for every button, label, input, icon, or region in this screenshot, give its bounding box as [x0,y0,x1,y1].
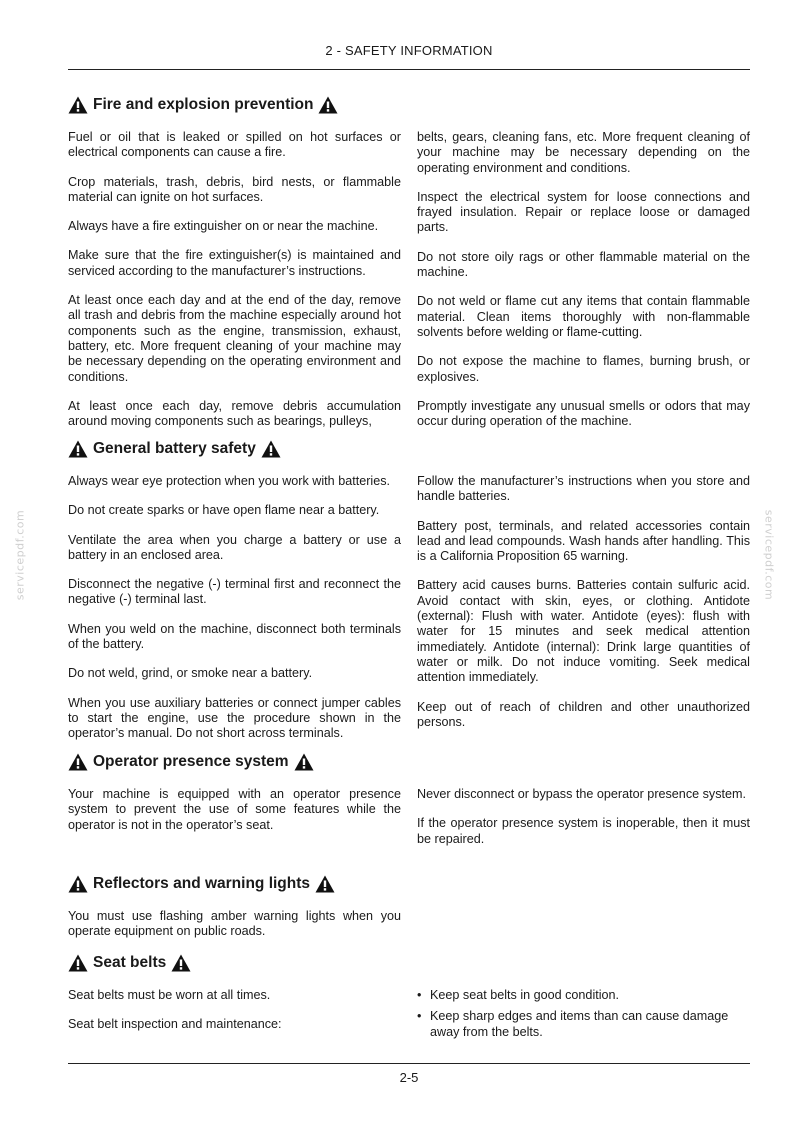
paragraph: If the operator presence system is inoperable, then it must be repaired. [417,816,750,846]
paragraph: Do not expose the machine to flames, burning brush, or explosives. [417,354,750,384]
right-column [417,787,750,861]
list-item [417,988,750,1003]
left-column [68,474,401,756]
warning-triangle-icon [68,954,88,972]
warning-triangle-icon [261,440,281,458]
paragraph: At least once each day, remove debris accumulation around moving components such as bearings, pulleys, [68,398,401,429]
paragraph: Seat belt inspection and maintenance: [68,1017,282,1032]
paragraph: Keep out of reach of children and other unauthorized persons. [417,699,750,729]
warning-triangle-icon [68,440,88,458]
left-column [68,787,401,847]
right-column [417,474,750,744]
left-column [68,988,401,1047]
paragraph: Battery post, terminals, and related accessories contain lead and lead compounds. Wash hands after handling. This is a California Proposition 65 warning. [417,518,750,564]
paragraph: belts, gears, cleaning fans, etc. More frequent cleaning of your machine may be necessary depending on the operating environment and conditions. [417,130,750,175]
header-title: 2 - SAFETY INFORMATION [325,43,493,58]
list-item-text: Keep sharp edges and items than can cause damage away from the belts. [430,1009,729,1039]
paragraph: You must use flashing amber warning lights when you operate equipment on public roads. [68,909,401,939]
paragraph: Do not store oily rags or other flammable material on the machine. [417,249,750,280]
page-header [68,43,750,70]
warning-triangle-icon [171,954,191,972]
paragraph: When you weld on the machine, disconnect both terminals of the battery. [68,621,401,652]
warning-triangle-icon [68,875,88,893]
section-reflectors [68,872,750,939]
paragraph: Do not weld or flame cut any items that contain flammable material. Clean items thoroughly with non-flammable solvents before welding or flame-cutting. [417,294,750,339]
section-title [68,750,750,774]
paragraph: Do not weld, grind, or smoke near a battery. [68,666,313,681]
right-column [417,988,750,1046]
paragraph: Seat belts must be worn at all times. [68,988,271,1002]
watermark-left: servicepdf.com [13,509,27,601]
section-title-text: Fire and explosion prevention [93,96,314,113]
paragraph: Crop materials, trash, debris, bird nests, or flammable material can ignite on hot surfaces. [68,174,401,204]
paragraph: Promptly investigate any unusual smells or odors that may occur during operation of the machine. [417,398,750,429]
section-title-text: Operator presence system [93,753,289,770]
paragraph: Follow the manufacturer’s instructions when you store and handle batteries. [417,474,750,504]
bullet-list [417,988,750,1040]
warning-triangle-icon [294,753,314,771]
section-title-text: General battery safety [93,440,256,457]
section-fire-explosion [68,93,750,429]
left-column [68,909,401,954]
paragraph: Never disconnect or bypass the operator presence system. [417,787,746,801]
warning-triangle-icon [68,96,88,114]
list-item-text: Keep seat belts in good condition. [430,988,620,1002]
paragraph: When you use auxiliary batteries or connect jumper cables to start the engine, use the procedure shown in the operator’s manual. Do not short across terminals. [68,695,401,741]
warning-triangle-icon [315,875,335,893]
paragraph: Do not create sparks or have open flame near a battery. [68,503,380,518]
list-item [417,1009,750,1040]
section-battery-safety [68,437,750,741]
section-title-text: Seat belts [93,954,167,971]
section-title-text: Reflectors and warning lights [93,875,311,892]
section-operator-presence [68,750,750,846]
watermark-right: servicepdf.com [762,509,776,601]
bullet-icon: • [417,1009,422,1024]
section-title [68,872,750,896]
warning-triangle-icon [318,96,338,114]
paragraph: Always have a fire extinguisher on or near the machine. [68,219,379,234]
paragraph: Fuel or oil that is leaked or spilled on hot surfaces or electrical components can cause a fire. [68,130,401,160]
right-column [417,130,750,443]
section-title [68,437,750,461]
section-seat-belts [68,951,750,1039]
paragraph: Battery acid causes burns. Batteries contain sulfuric acid. Avoid contact with skin, eyes, or clothing. Antidote (external): Flush with water. Antidote (eyes): flush with water for 15 minutes and seek medical attention immediately. Antidote (internal): Drink large quantities of water or milk. Do not induce vomiting. Seek medical attention immediately. [417,578,750,685]
paragraph: Inspect the electrical system for loose connections and frayed insulation. Repair or replace loose or damaged parts. [417,189,750,235]
page-footer [68,1063,750,1085]
left-column [68,130,401,443]
section-title [68,93,750,117]
paragraph: Your machine is equipped with an operator presence system to prevent the use of some features while the operator is not in the operator’s seat. [68,787,401,832]
paragraph: Always wear eye protection when you work with batteries. [68,474,390,488]
page-number: 2-5 [399,1070,419,1085]
paragraph: Make sure that the fire extinguisher(s) is maintained and serviced according to the manufacturer’s instructions. [68,248,401,278]
paragraph: Ventilate the area when you charge a battery or use a battery in an enclosed area. [68,532,401,562]
paragraph: Disconnect the negative (-) terminal first and reconnect the negative (-) terminal last. [68,577,401,607]
bullet-icon: • [417,988,422,1002]
warning-triangle-icon [68,753,88,771]
section-title [68,951,750,975]
paragraph: At least once each day and at the end of the day, remove all trash and debris from the machine especially around hot components such as the engine, transmission, exhaust, battery, etc. More frequent cleaning of your machine may be necessary depending on the operating environment and conditions. [68,293,401,384]
